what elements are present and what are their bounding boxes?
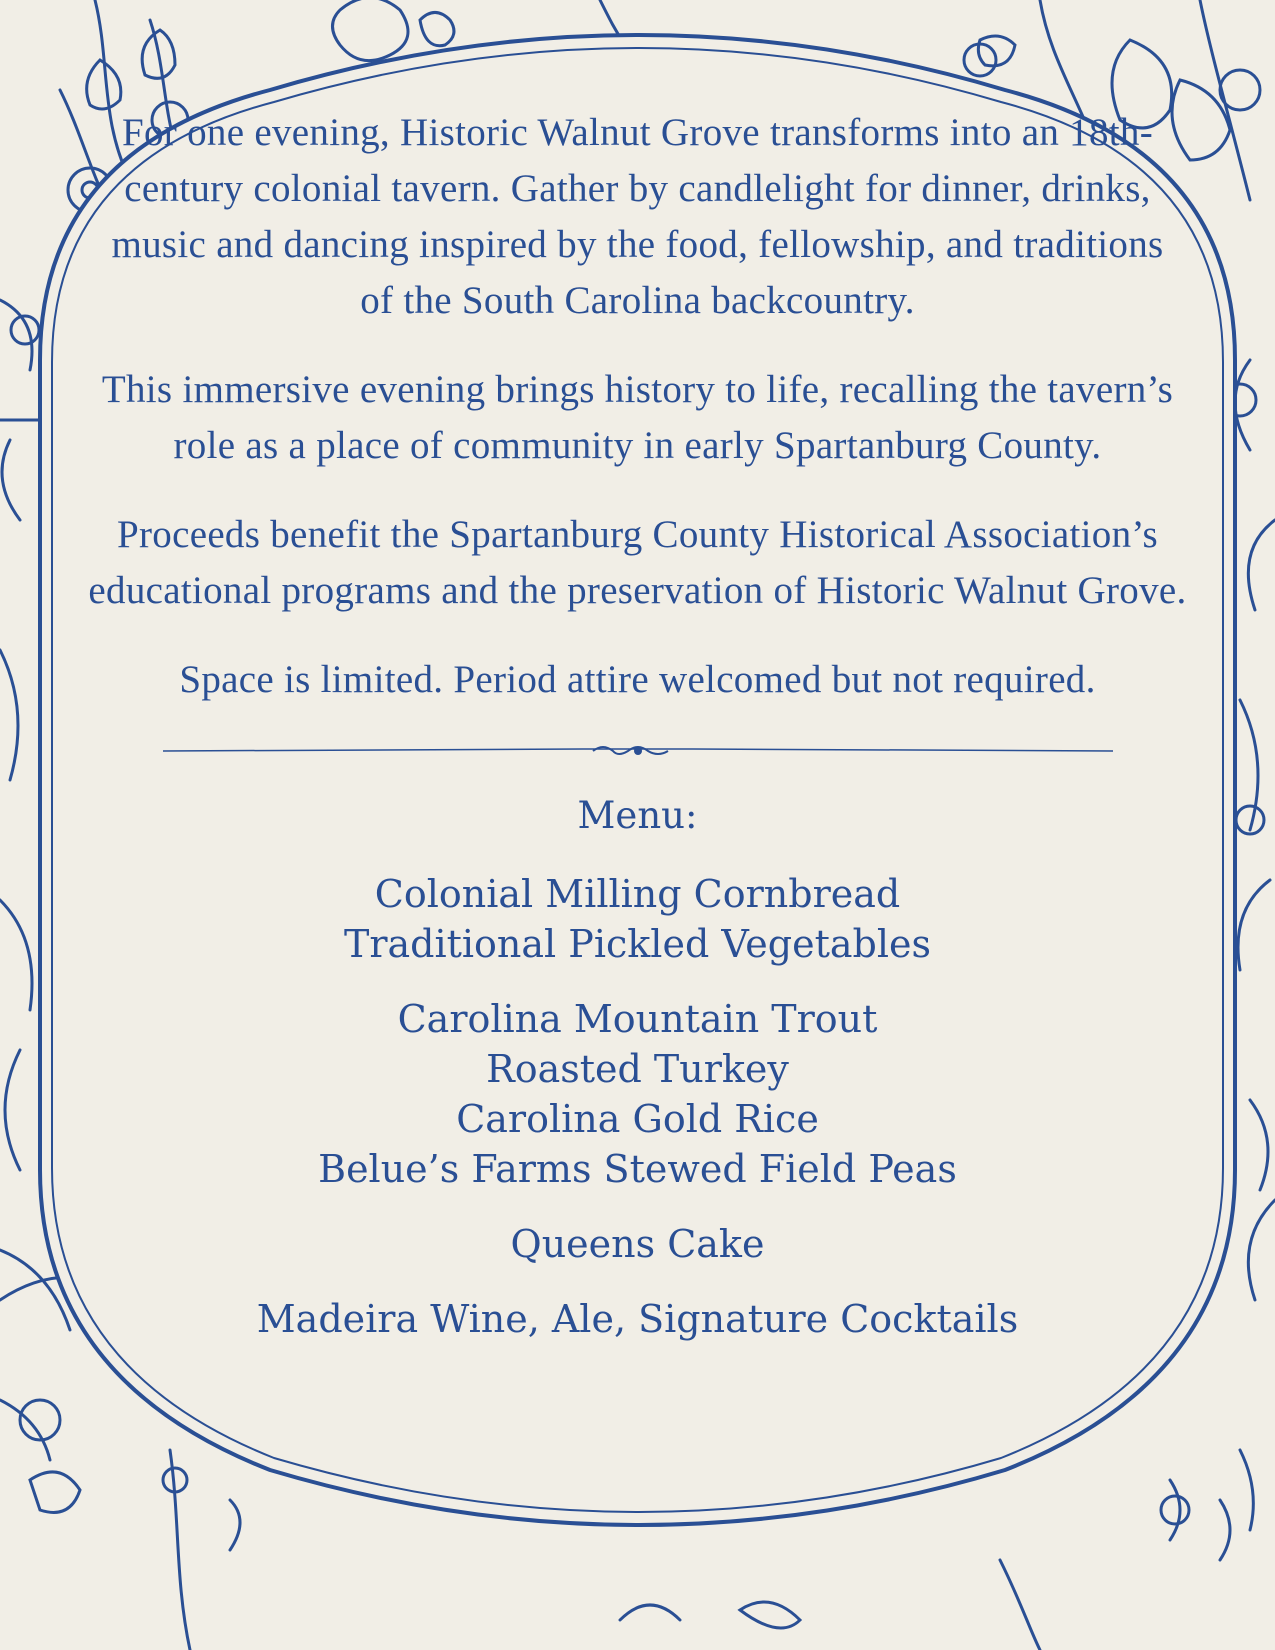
intro-paragraph-1: For one evening, Historic Walnut Grove transforms into an 18th-century colonial tavern. Gather by candlelight for dinner, drinks, music and dancing inspired by the food, fellowship, and traditions of the South Carolina backcountry. <box>111 111 1164 322</box>
menu-drinks <box>70 1294 1205 1344</box>
menu-item: Carolina Gold Rice <box>456 1097 819 1141</box>
menu-item: Carolina Mountain Trout <box>397 997 878 1041</box>
menu-mains <box>70 994 1205 1194</box>
content-area <box>70 105 1205 1369</box>
menu-item: Colonial Milling Cornbread <box>374 872 901 916</box>
menu-item: Belue’s Farms Stewed Field Peas <box>318 1147 957 1191</box>
intro-paragraph-3: Proceeds benefit the Spartanburg County Historical Association’s educational programs and the preservation of Historic Walnut Grove. <box>88 513 1187 612</box>
menu-title: Menu: <box>577 794 698 837</box>
menu-item: Madeira Wine, Ale, Signature Cocktails <box>256 1297 1019 1341</box>
menu-dessert <box>70 1219 1205 1269</box>
ornamental-divider <box>163 741 1113 761</box>
intro-paragraph-4: Space is limited. Period attire welcomed but not required. <box>179 658 1096 701</box>
menu-item: Roasted Turkey <box>486 1047 789 1091</box>
menu-item: Traditional Pickled Vegetables <box>343 922 932 966</box>
menu-starters <box>70 869 1205 969</box>
menu-item: Queens Cake <box>510 1222 765 1266</box>
intro-paragraph-2: This immersive evening brings history to life, recalling the tavern’s role as a place of community in early Spartanburg County. <box>101 368 1174 467</box>
